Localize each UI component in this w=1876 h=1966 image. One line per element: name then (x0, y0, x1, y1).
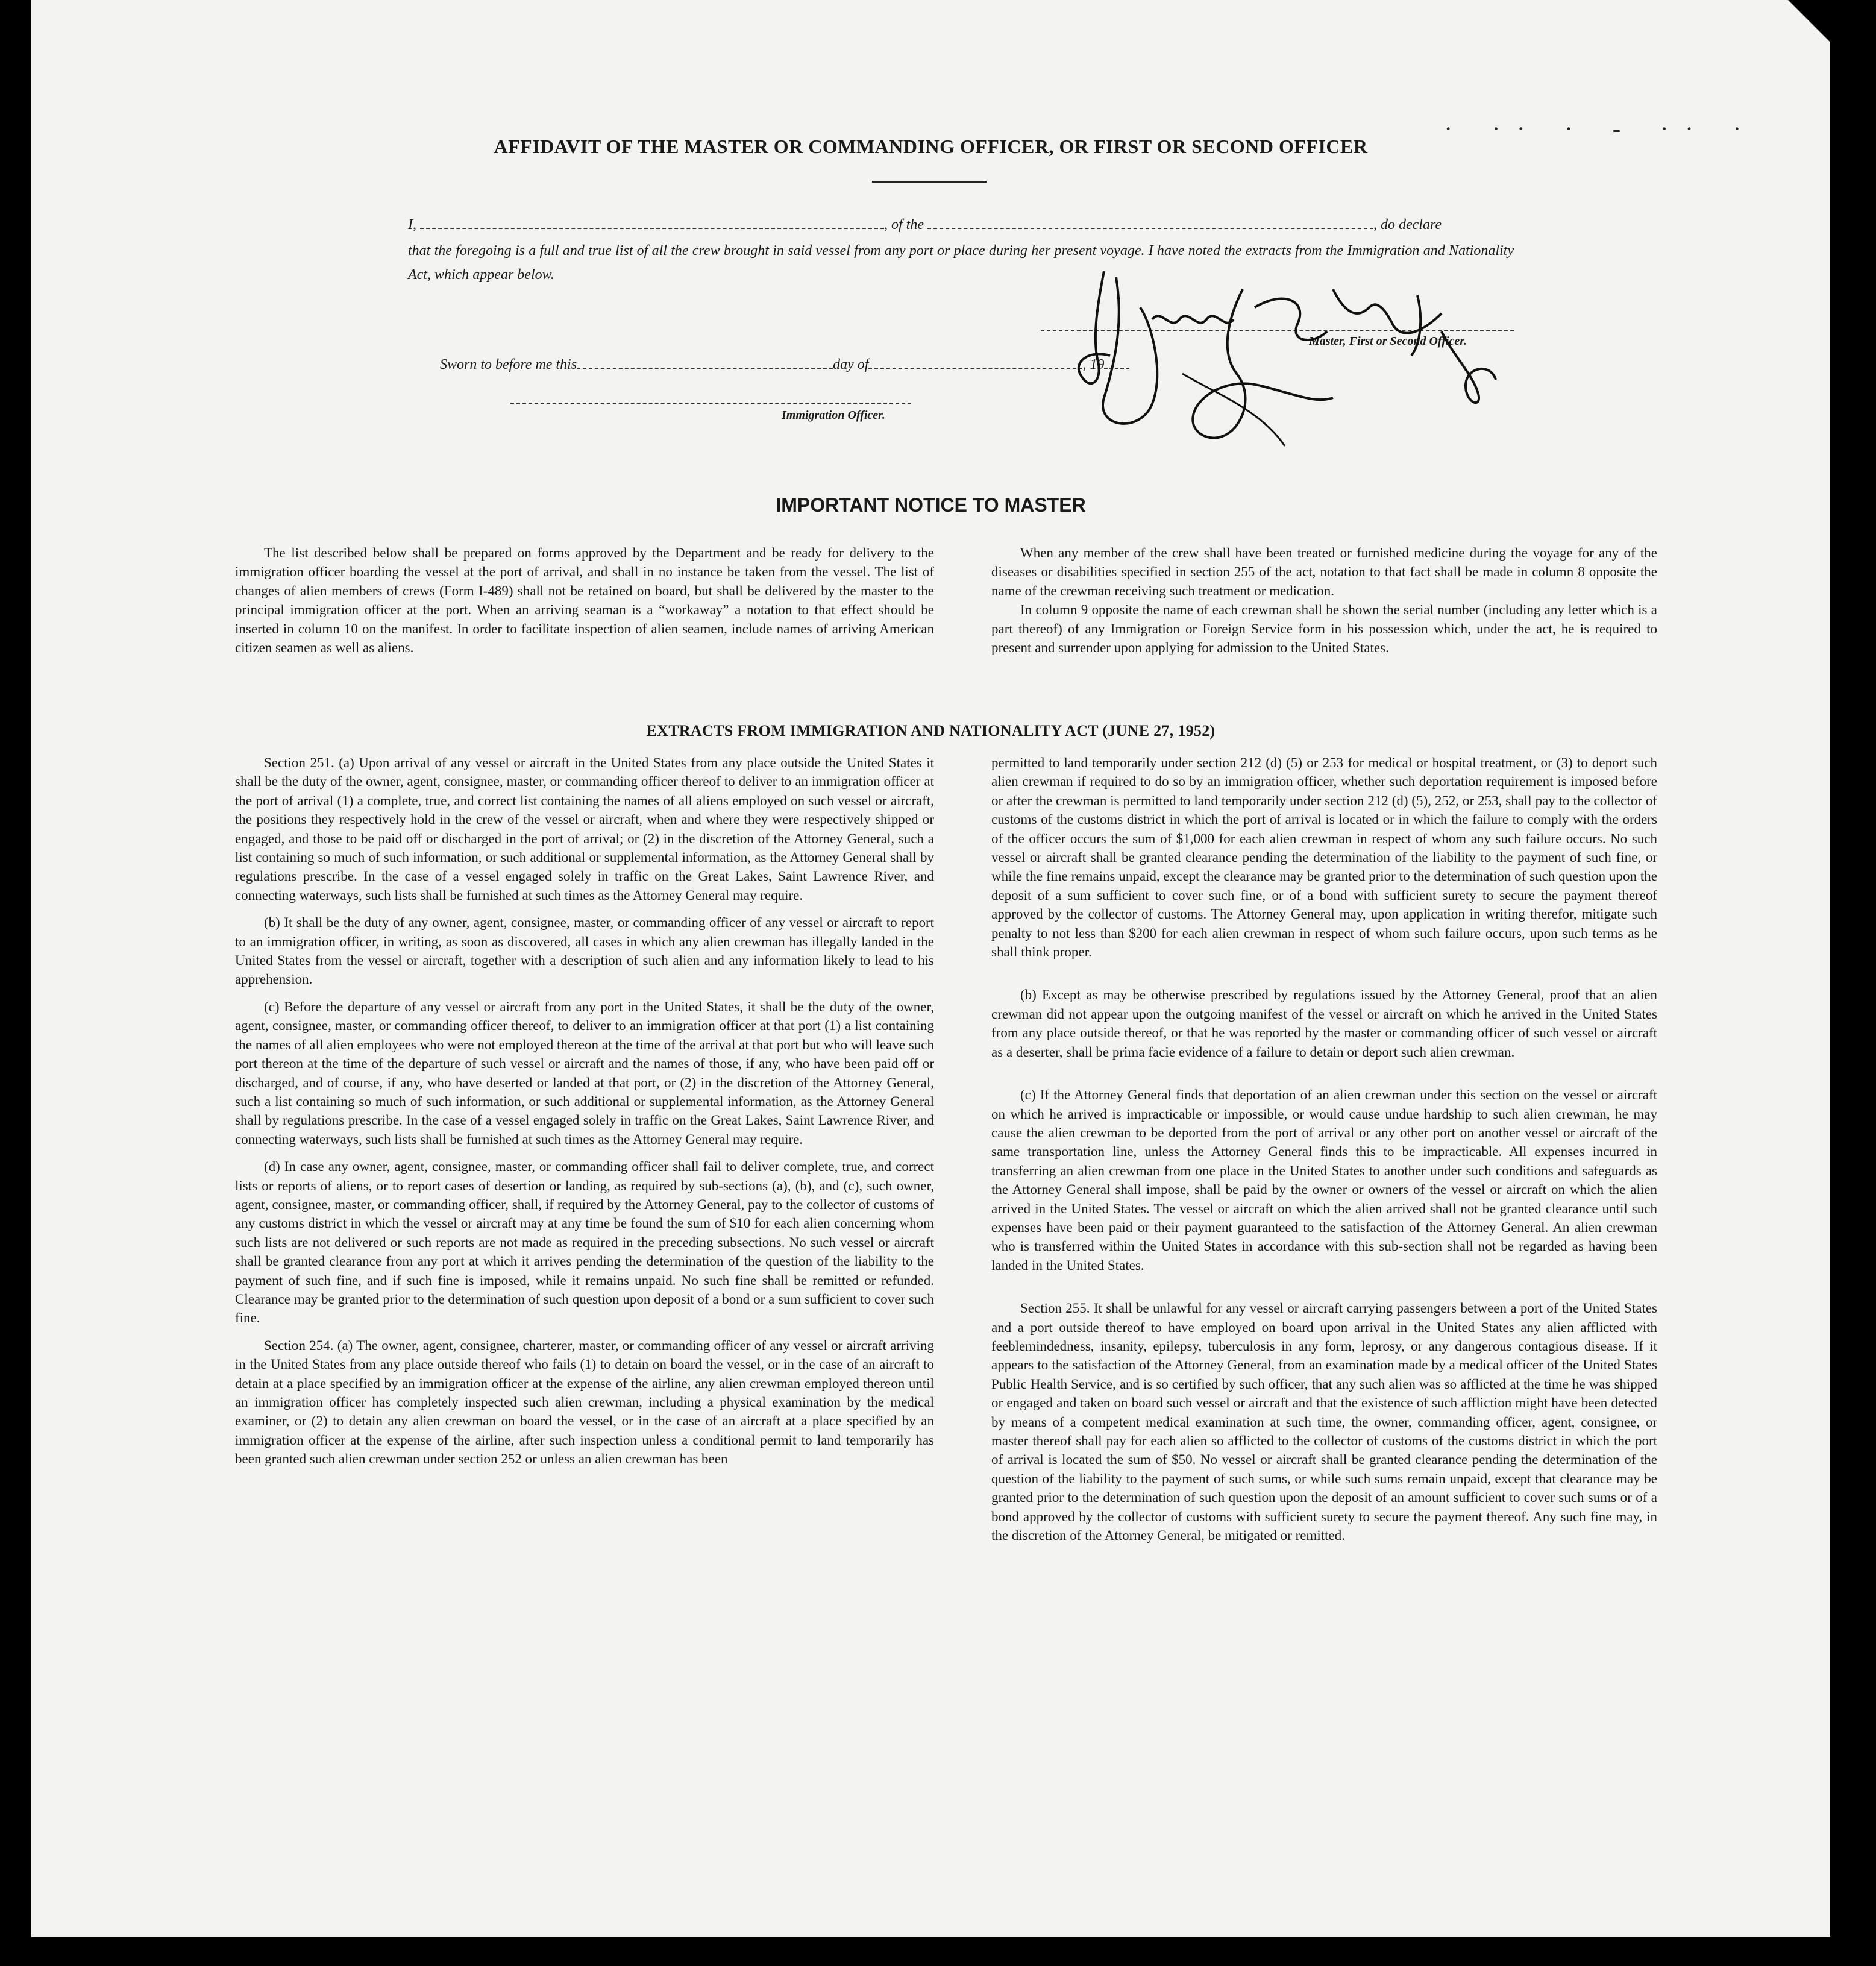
declaration-line (408, 217, 1514, 237)
document-page (31, 0, 1830, 1937)
notice-right-paragraph: When any member of the crew shall have been treated or furnished medicine during the voyage for any of the diseases or disabilities specified in section 255 of the act, notation to that fact shall be made in column 8 opposite the name of the crewman receiving such treatment or medication. (991, 545, 1657, 598)
extracts-right-column (991, 753, 1657, 1545)
section-255: Section 255. It shall be unlawful for any vessel or aircraft carrying passengers between a port of the United States and a port outside thereof to have employed on board upon arrival in the United States any alien afflicted with feeblemindedness, insanity, epilepsy, tuberculosis in any form, leprosy, or any dangerous contagious disease. If it appears to the satisfaction of the Attorney General, from an examination made by a medical officer of the United States Public Health Service, and is so certified by such officer, that any such alien was so afflicted at the time he was shipped or engaged and taken on board such vessel or aircraft and that the existence of such affliction might have been detected by means of a competent medical examination at such time, the owner, commanding officer, agent, consignee, or master thereof shall pay for each alien so afflicted to the collector of customs of the customs district in which the port of arrival is located the sum of $50. No vessel or aircraft shall be granted clearance pending the determination of the question of the liability to the payment of such sums, or while such sums remain unpaid, except that clearance may be granted prior to the determination of such question upon the deposit of an amount sufficient to cover such sums or of a bond approved by the collector of customs with sufficient surety to secure the payment thereof. Any such fine may, in the discretion of the Attorney General, be mitigated or remitted. (991, 1301, 1657, 1544)
section-251b: (b) It shall be the duty of any owner, agent, consignee, master, or commanding officer of any vessel or aircraft to report to an immigration officer, in writing, as soon as discovered, all cases in which any alien crewman has illegally landed in the United States from the vessel or aircraft, together with a description of such alien and any information likely to lead to his apprehension. (235, 915, 934, 987)
vessel-blank[interactable] (927, 228, 1373, 229)
do-declare-label: , do declare (1373, 217, 1442, 233)
day-of-label: day of (833, 357, 869, 372)
title-rule (872, 181, 987, 183)
notice-right-paragraph: In column 9 opposite the name of each crewman shall be shown the serial number (including any letter which is a part thereof) of any Immigration or Foreign Service form in his possession which, under the act, he is required to present and surrender upon applying for admission to the United States. (991, 602, 1657, 656)
sworn-day-blank[interactable] (577, 368, 833, 369)
notice-title: IMPORTANT NOTICE TO MASTER (776, 494, 1086, 516)
i-label: I, (408, 217, 416, 233)
handwritten-signature (1032, 253, 1514, 470)
notice-left-column (235, 544, 934, 657)
of-the-label: , of the (884, 217, 924, 233)
declaration-text: that the foregoing is a full and true list of all the crew brought in said vessel from any port or place during her present voyage. I have noted the extracts from the Immigration and Nationality Act, which appear below. (408, 243, 1514, 283)
year-label: , 19 (1082, 357, 1105, 372)
notice-left-paragraph: The list described below shall be prepared on forms approved by the Department and be ready for delivery to the immigration officer boarding the vessel at the port of arrival, and shall in no instance be taken from the vessel. The list of changes of alien members of crews (Form I-489) shall not be retained on board, but shall be delivered by the master to the principal immigration officer at the port. When an arriving seaman is a “workaway” a notation to that effect should be inserted in column 10 on the manifest. In order to facilitate inspection of alien seamen, include names of arriving American citizen seamen as well as aliens. (235, 545, 934, 656)
affidavit-title: AFFIDAVIT OF THE MASTER OR COMMANDING OFFICER, OR FIRST OR SECOND OFFICER (494, 136, 1368, 157)
section-254c: (c) If the Attorney General finds that deportation of an alien crewman under this section on the vessel or aircraft on which he arrived is impracticable or impossible, or would cause undue hardship to such alien crewman, he may cause the alien crewman to be deported from the port of arrival or any other port on another vessel or aircraft of the same transportation line, unless the Attorney General finds this to be impracticable. All expenses incurred in transferring an alien crewman from one place in the United States to another under such conditions and safeguards as the Attorney General shall impose, shall be paid by the owner or owners of the vessel or aircraft on which the alien arrived in the United States. The vessel or aircraft on which the alien arrived shall not be granted clearance until such expenses have been paid or their payment guaranteed to the satisfaction of the Attorney General. An alien crewman who is transferred within the United States in accordance with this sub-section shall not be regarded as having been landed in the United States. (991, 1087, 1657, 1273)
section-254b: (b) Except as may be otherwise prescribed by regulations issued by the Attorney General, proof that an alien crewman did not appear upon the outgoing manifest of the vessel or aircraft on which he arrived in the United States from any place outside thereof, or that he was reported by the master or commanding officer of such vessel or aircraft as a deserter, shall be prima facie evidence of a failure to detain or deport such alien crewman. (991, 987, 1657, 1060)
immigration-officer-label: Immigration Officer. (782, 409, 885, 422)
extracts-left-column (235, 753, 934, 1469)
name-blank[interactable] (420, 228, 884, 229)
page-corner-fold (1788, 0, 1830, 42)
section-251d: (d) In case any owner, agent, consignee, master, or commanding officer shall fail to deliver complete, true, and correct lists or reports of aliens, or to report cases of desertion or landing, as required by sub-sections (a), (b), and (c), such owner, agent, consignee, master, or commanding officer, shall, if required by the Attorney General, pay to the collector of customs of any customs district in which the vessel or aircraft may at any time be found the sum of $10 for each alien concerning whom such lists are not delivered or such reports are not made as required in the preceding subsections. No such vessel or aircraft shall be granted clearance from any port at which it arrives pending the determination of the question of the liability to the payment of such fine, and if such fine is imposed, while it remains unpaid. No such fine shall be remitted or refunded. Clearance may be granted prior to the determination of such question upon deposit of a bond or a sum sufficient to cover such fine. (235, 1159, 934, 1326)
section-254a: Section 254. (a) The owner, agent, consignee, charterer, master, or commanding officer of any vessel or aircraft arriving in the United States from any place outside thereof who fails (1) to detain on board the vessel, or in the case of an aircraft to detain at a place specified by an immigration officer at the expense of the airline, any alien crewman employed thereon until an immigration officer has completely inspected such alien crewman, including a physical examination by the medical examiner, or (2) to detain any alien crewman on board the vessel, or in the case of an aircraft at a place specified by an immigration officer at the expense of the airline, after such inspection unless a conditional permit to land temporarily has been granted such alien crewman under section 252 or unless an alien crewman has been (235, 1337, 934, 1467)
master-label: Master, First or Second Officer. (1309, 334, 1467, 348)
section-251a: Section 251. (a) Upon arrival of any vessel or aircraft in the United States from any place outside the United States it shall be the duty of the owner, agent, consignee, master, or commanding officer thereof to deliver to an immigration officer at the port of arrival (1) a complete, true, and correct list containing the names of all aliens employed on such vessel or aircraft, the positions they respectively hold in the crew of the vessel or aircraft, when and where they were respectively shipped or engaged, and those to be paid off or discharged in the port of arrival; or (2) in the discretion of the Attorney General, such a list containing so much of such information, or such additional or supplemental information, as the Attorney General shall by regulations prescribe. In the case of a vessel engaged solely in traffic on the Great Lakes, Saint Lawrence River, and connecting waterways, such lists shall be furnished at such times as the Attorney General may require. (235, 755, 934, 903)
section-251c: (c) Before the departure of any vessel or aircraft from any port in the United States, it shall be the duty of the owner, agent, consignee, master, or commanding officer thereof, to deliver to an immigration officer at that port (1) a list containing the names of all alien employees who were not employed thereon at the time of the arrival at that port but who will leave such port thereon at the time of the departure of such vessel or aircraft and the names of those, if any, who have been paid off or discharged, and of course, if any, who have deserted or landed at that port, or (2) in the discretion of the Attorney General, such a list containing so much of such information, or such additional or supplemental information, as the Attorney General shall by regulations prescribe. In the case of a vessel engaged solely in traffic on the Great Lakes, Saint Lawrence River, and connecting waterways, such lists shall be furnished at such times as the Attorney General may require. (235, 999, 934, 1147)
scan-speckle: · ·· · - ·· · (1444, 115, 1758, 142)
section-254a-continued: permitted to land temporarily under section 212 (d) (5) or 253 for medical or hospital treatment, or (3) to deport such alien crewman if required to do so by an immigration officer, whether such deportation requirement is imposed before or after the crewman is permitted to land temporarily under section 212 (d) (5), 252, or 253, shall pay to the collector of customs of the customs district in which the port of arrival is located or in which the failure to comply with the orders of the officer occurs the sum of $1,000 for each alien crewman in respect of whom any such failure occurs. No such vessel or aircraft shall be granted clearance pending the determination of the liability to the payment of such fine, or while the fine remains unpaid, except the clearance may be granted prior to the determination of such question upon the deposit of a sum sufficient to cover such fine, or of a bond with sufficient surety to secure the payment thereof approved by the collector of customs. The Attorney General may, upon application in writing therefor, mitigate such penalty to not less than $200 for each alien crewman in respect of whom such failure occurs, upon such terms as he shall think proper. (991, 755, 1657, 960)
officer-signature-blank[interactable] (510, 403, 911, 404)
notice-right-column (991, 544, 1657, 657)
extracts-title: EXTRACTS FROM IMMIGRATION AND NATIONALITY ACT (JUNE 27, 1952) (646, 722, 1216, 740)
sworn-label: Sworn to before me this (440, 357, 577, 372)
